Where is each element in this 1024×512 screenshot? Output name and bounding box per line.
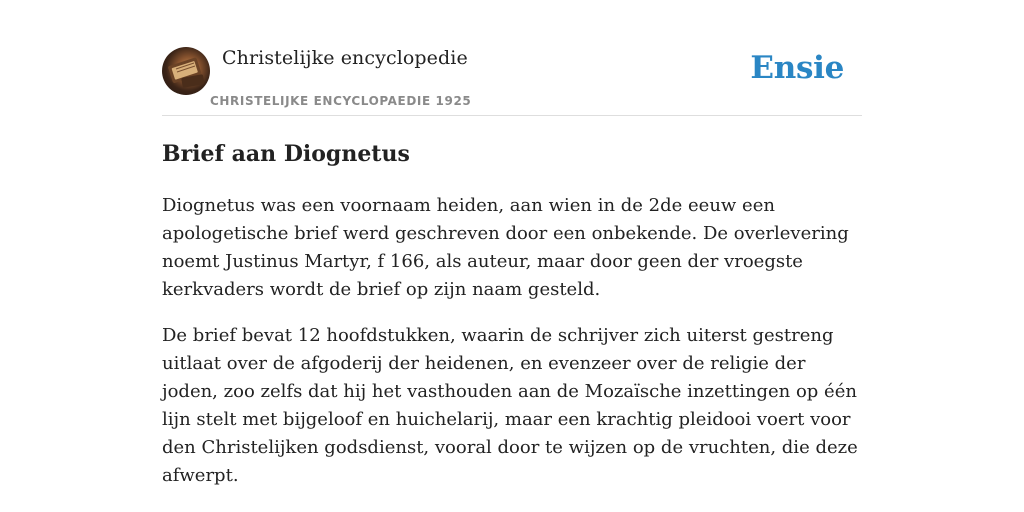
article-title: Brief aan Diognetus xyxy=(162,141,410,167)
article-paragraph: De brief bevat 12 hoofdstukken, waarin de schrijver zich uiterst gestreng uitlaat over de afgoderij der heidenen, en evenzeer over de religie der joden, zoo zelfs dat hij het vasthouden aan de Mozaïsche inzettingen op één lijn stelt met bijgeloof en huichelarij, maar een krachtig pleidooi voert voor den Christelijken godsdienst, vooral door te wijzen op de vruchten, die deze afwerpt. xyxy=(162,325,858,486)
encyclopedia-title[interactable]: Christelijke encyclopedie xyxy=(222,47,468,69)
article-body xyxy=(162,192,864,508)
header xyxy=(162,46,862,116)
brand-logo[interactable]: Ensie xyxy=(750,50,844,86)
encyclopedia-subtitle: CHRISTELIJKE ENCYCLOPAEDIE 1925 xyxy=(210,94,472,108)
article-paragraph: Diognetus was een voornaam heiden, aan wien in de 2de eeuw een apologetische brief werd geschreven door een onbekende. De overlevering noemt Justinus Martyr, f 166, als auteur, maar door geen der vroegste kerkvaders wordt de brief op zijn naam gesteld. xyxy=(162,195,849,300)
book-photo-icon[interactable] xyxy=(162,47,210,95)
